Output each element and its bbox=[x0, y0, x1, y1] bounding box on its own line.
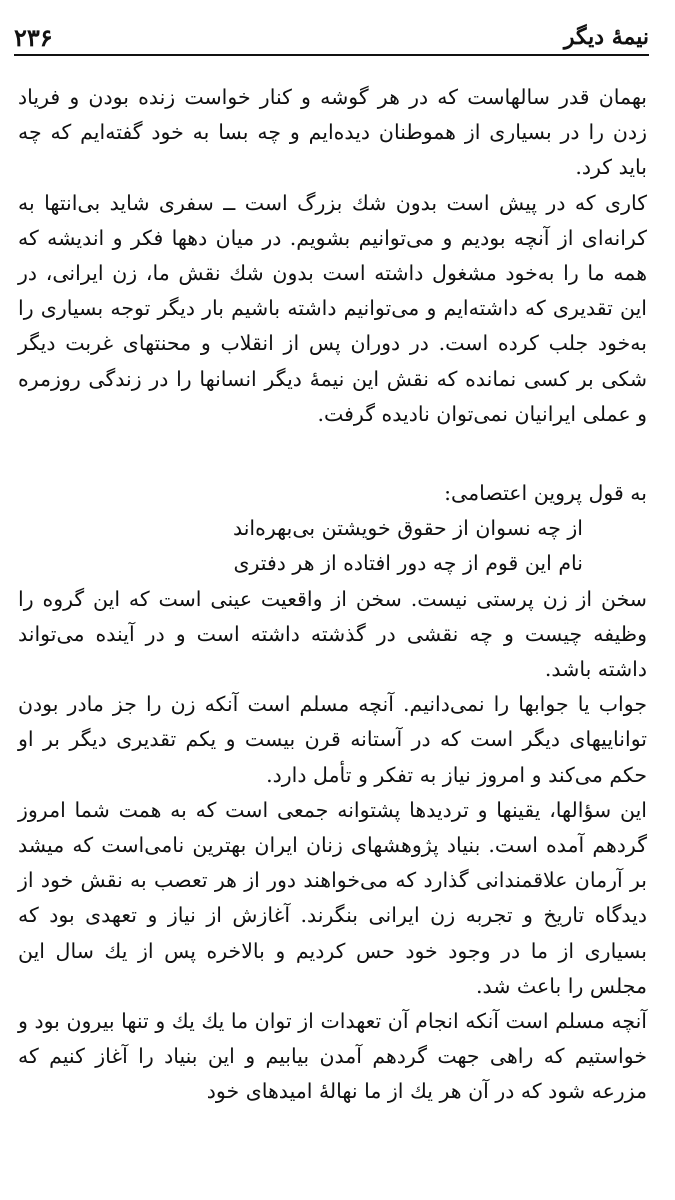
paragraph-5: این سؤالها، یقینها و تردیدها پشتوانه جمعی است که به همت شما امروز گردهم آمده است. بنیاد پژوهشهای زنان ایران بهترین نامی‌است که میشد بر آرمان علاقمندانی گذارد که می‌خواهند دور از هر تعصب به نقش خود از دیدگاه تاریخ و تجربه زن ایرانی بنگرند. آغازش از نیاز و تعهدی بود که بسیاری از ما در وجود خود حس کردیم و بالاخره پس از یك سال این مجلس را باعث شد. bbox=[18, 797, 647, 998]
paragraph-gap bbox=[18, 432, 647, 476]
paragraph-4: جواب یا جوابها را نمی‌دانیم. آنچه مسلم است آنکه زن را جز مادر بودن تواناییهای دیگر است که در آستانه قرن بیست و یکم تقدیری دیگر بر او حکم می‌کند و امروز نیاز به تفکر و تأمل دارد. bbox=[18, 692, 647, 787]
paragraph-3: سخن از زن پرستی نیست. سخن از واقعیت عینی است که این گروه را وظیفه چیست و چه نقشی در گذشته داشته است و در آینده می‌تواند داشته باشد. bbox=[18, 586, 647, 682]
page-header bbox=[14, 20, 649, 56]
verse-line-2: نام این قوم از چه دور افتاده از هر دفتری bbox=[233, 551, 583, 576]
page-number: ۲۳۶ bbox=[14, 22, 53, 52]
verse-line-1: از چه نسوان از حقوق خویشتن بی‌بهره‌اند bbox=[232, 516, 583, 541]
paragraph-6: آنچه مسلم است آنکه انجام آن تعهدات از توان ما یك یك و تنها بیرون بود و خواستیم که راهی جهت گردهم آمدن بیابیم و این بنیاد را آغاز کنیم که مزرعه شود که در آن هر یك از ما نهالهٔ امیدهای خود bbox=[18, 1009, 647, 1104]
quote-intro: به قول پروین اعتصامی: bbox=[444, 481, 647, 506]
paragraph-2: کاری که در پیش است بدون شك بزرگ است ــ سفری شاید بی‌انتها به کرانه‌ای از آنچه بودیم و می‌توانیم بشویم. در میان دهها فکر و اندیشه که همه ما را به‌خود مشغول داشته است بدون شك نقش ما، زن ایرانی، در این تقدیری که داشته‌ایم و می‌توانیم داشته باشیم بار دیگر توجه بسیاری را به‌خود جلب کرده است. در دوران پس از انقلاب و محنتهای غربت دیگر شکی بر کسی نمانده که نقش این نیمهٔ دیگر انسانها را در زندگی روزمره و عملی ایرانیان نمی‌توان نادیده گرفت. bbox=[18, 190, 647, 426]
page-body bbox=[18, 80, 647, 1110]
paragraph-1: بهمان قدر سالهاست که در هر گوشه و کنار خواست زنده بودن و فریاد زدن را در بسیاری از هموطنان دیده‌ایم و چه بسا به خود گفته‌ایم که چه باید کرد. bbox=[18, 85, 647, 180]
running-title: نیمهٔ دیگر bbox=[563, 24, 649, 50]
